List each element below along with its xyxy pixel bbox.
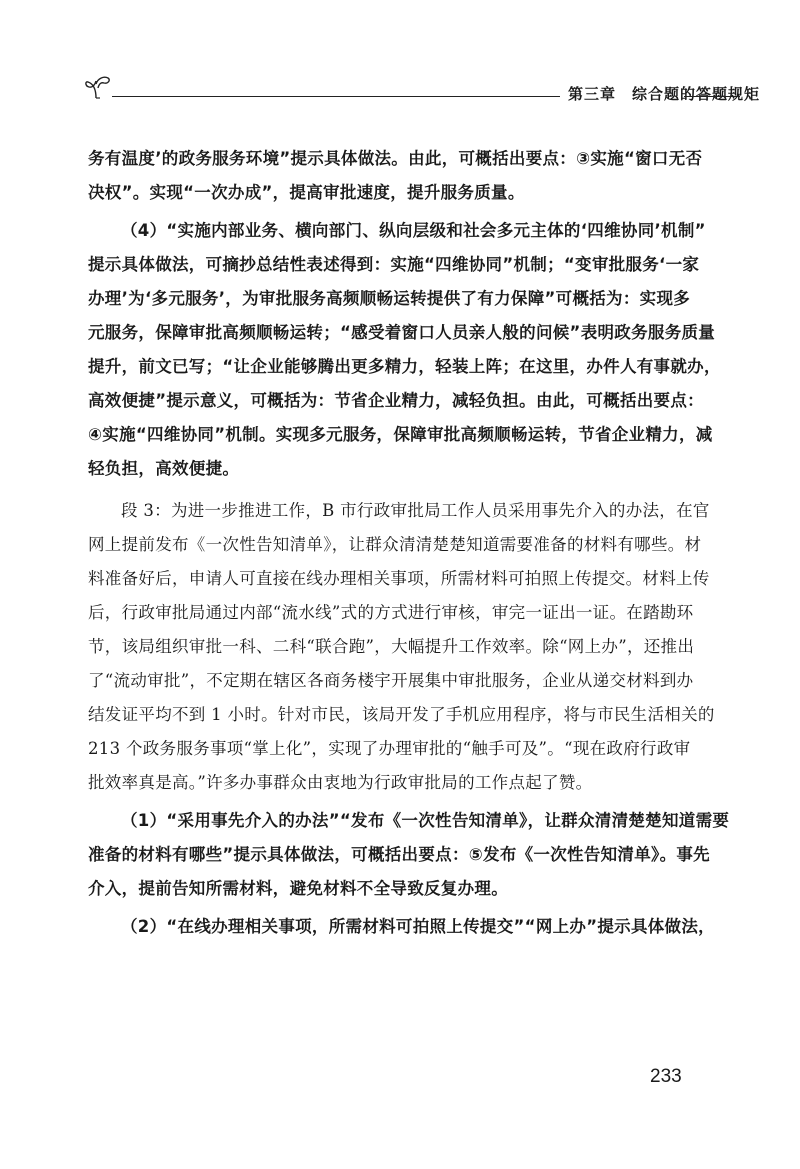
page-content (88, 142, 730, 944)
text-line: 段 3：为进一步推进工作，B 市行政审批局工作人员采用事先介入的办法，在官 (121, 501, 710, 520)
page-number: 233 (650, 1066, 682, 1087)
paragraph-point-2 (88, 910, 715, 944)
paragraph-point-1 (88, 804, 730, 906)
text-line: 高效便捷”提示意义，可概括为：节省企业精力，减轻负担。由此，可概括出要点： (88, 391, 704, 410)
paragraph-continuation (88, 142, 703, 210)
text-line: 网上提前发布《一次性告知清单》，让群众清清楚楚知道需要准备的材料有哪些。材 (88, 535, 702, 554)
text-line: 料准备好后，申请人可直接在线办理相关事项，所需材料可拍照上传提交。材料上传 (88, 569, 710, 588)
text-line: （2）“在线办理相关事项，所需材料可拍照上传提交”“网上办”提示具体做法， (121, 917, 715, 936)
header-rule-right (684, 96, 740, 97)
text-line: （1）“采用事先介入的办法”“发布《一次性告知清单》，让群众清清楚楚知道需要 (121, 811, 730, 830)
sprout-logo-icon (84, 72, 118, 102)
text-line: 务有温度’的政务服务环境”提示具体做法。由此，可概括出要点：③实施“窗口无否 (88, 149, 703, 168)
text-line: 元服务，保障审批高频顺畅运转；“感受着窗口人员亲人般的问候”表明政务服务质量 (88, 323, 716, 342)
text-line: 提示具体做法，可摘抄总结性表述得到：实施“四维协同”机制；“变审批服务‘一家 (88, 255, 700, 274)
running-header (84, 72, 761, 103)
chapter-title: 第三章 综合题的答题规矩 (568, 85, 761, 103)
text-line: 提升，前文已写；“让企业能够腾出更多精力，轻装上阵；在这里，办件人有事就办， (88, 357, 721, 376)
text-line: 了“流动审批”，不定期在辖区各商务楼宇开展集中审批服务，企业从递交材料到办 (88, 671, 694, 690)
paragraph-point-4 (88, 214, 721, 486)
text-line: ④实施“四维协同”机制。实现多元服务，保障审批高频顺畅运转，节省企业精力，减 (88, 425, 713, 444)
text-line: 批效率真是高。”许多办事群众由衷地为行政审批局的工作点起了赞。 (88, 773, 593, 792)
paragraph-section-3 (88, 494, 715, 800)
text-line: （4）“实施内部业务、横向部门、纵向层级和社会多元主体的‘四维协同’机制” (121, 221, 706, 240)
text-line: 213 个政务服务事项“掌上化”，实现了办理审批的“触手可及”。“现在政府行政审 (88, 739, 691, 758)
text-line: 轻负担，高效便捷。 (88, 459, 240, 478)
text-line: 介入，提前告知所需材料，避免材料不全导致反复办理。 (88, 879, 508, 898)
text-line: 准备的材料有哪些”提示具体做法，可概括出要点：⑤发布《一次性告知清单》。事先 (88, 845, 710, 864)
text-line: 节，该局组织审批一科、二科“联合跑”，大幅提升工作效率。除“网上办”，还推出 (88, 637, 695, 656)
text-line: 后，行政审批局通过内部“流水线”式的方式进行审核，审完一证出一证。在踏勘环 (88, 603, 694, 622)
text-line: 办理’为‘多元服务’，为审批服务高频顺畅运转提供了有力保障”可概括为：实现多 (88, 289, 691, 308)
text-line: 决权”。实现“一次办成”，提高审批速度，提升服务质量。 (88, 183, 525, 202)
header-rule-left (112, 96, 560, 97)
text-line: 结发证平均不到 1 小时。针对市民，该局开发了手机应用程序，将与市民生活相关的 (88, 705, 715, 724)
